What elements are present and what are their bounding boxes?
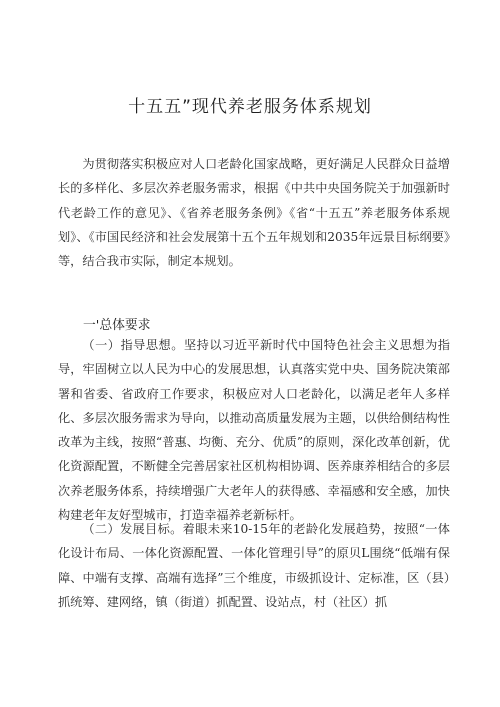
document-title: 十五五”现代养老服务体系规划 (128, 97, 372, 117)
guiding-ideology-paragraph: （一）指导思想。坚持以习近平新时代中国特色社会主义思想为指导，牢固树立以人民为中心的发展思想，认真落实党中央、国务院决策部署和省委、省政府工作要求，积极应对人口老龄化，以满足老年人多样化、多层次服务需求为导向，以推动高质量发展为主题，以供给侧结构性改革为主线，按照“普惠、均衡、充分、优质”的原则，深化改革创新，优化资源配置，不断健全完善居家社区机构相协调、医养康养相结合的多层次养老服务体系，持续增强广大老年人的获得感、幸福感和安全感，加快构建老年友好型城市，打造幸福养老新标杆。 (58, 338, 450, 523)
intro-paragraph: 为贯彻落实积极应对人口老龄化国家战略，更好满足人民群众日益增长的多样化、多层次养老服务需求，根据《中共中央国务院关于加强新时代老龄工作的意见》、《省养老服务条例》《省“十五五”养老服务体系规划》、《市国民经济和社会发展第十五个五年规划和2035年远景目标纲要》等，结合我市实际，制定本规划。 (58, 157, 450, 269)
section-heading-overall-requirements: 一'总体要求 (83, 318, 151, 333)
development-goals-paragraph: （二）发展目标。着眼未来10-15年的老龄化发展趋势，按照“一体化设计布局、一体化资源配置、一体化管理引导”的原贝L围绕“低端有保障、中端有支撑、高端有选择”三个维度，市级抓设计、定标准，区（县）抓统筹、建网络，镇（街道）抓配置、设站点，村（社区）抓 (58, 522, 450, 609)
